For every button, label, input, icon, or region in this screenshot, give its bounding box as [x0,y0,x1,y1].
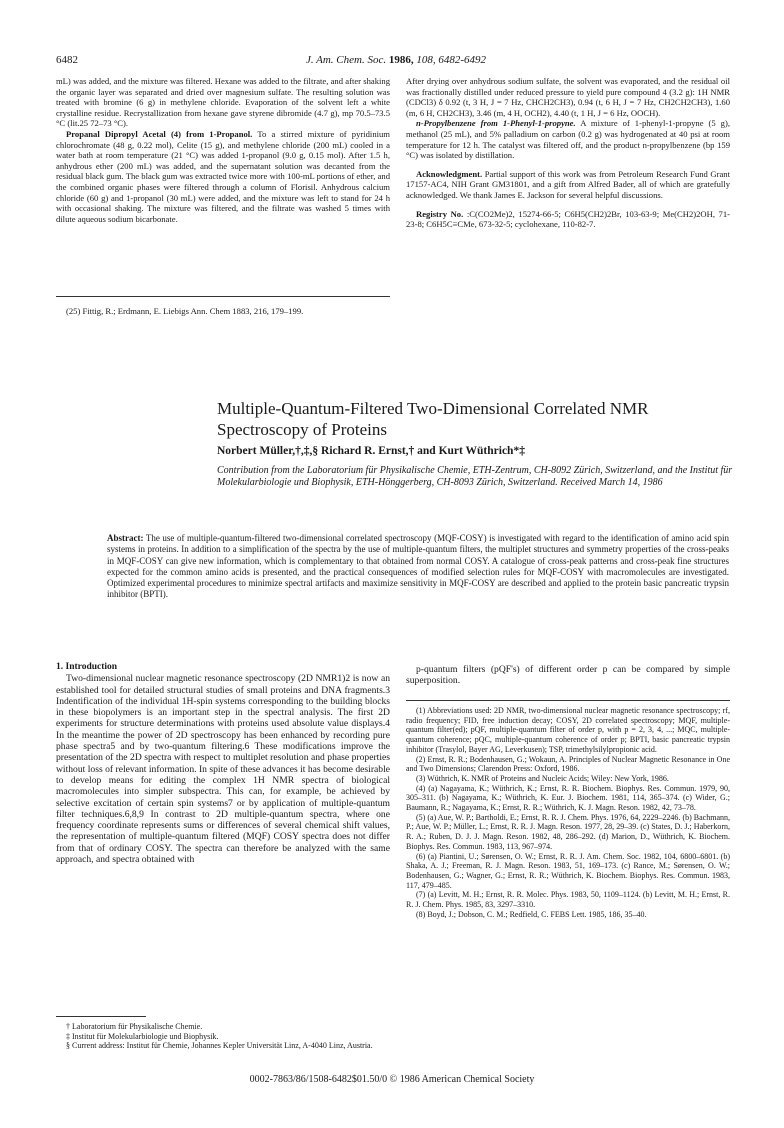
paragraph-body: To a stirred mixture of pyridinium chlorochromate (48 g, 0.22 mol), Celite (15 g), and methylene chloride (200 mL) cooled in a water bath at room temperature (21 °C) was added 1-propanol (9.0 g, 0.15 mol). After 1.5 h, anhydrous ether (200 mL) was added, and the supernatant solution was decanted from the residual black gum. The black gum was extracted twice more with 100-mL portions of ether, and the combined organic phases were filtered through a column of Florisil. Anhydrous calcium chloride (60 g) and 1-propanol (30 mL) were added, and the mixture was left to stand for 24 h with occasional shaking. The mixture was filtered, and the filtrate was washed 5 times with dilute aqueous sodium bicarbonate. [56,128,390,224]
footnote: (2) Ernst, R. R.; Bodenhausen, G.; Wokaun, A. Principles of Nuclear Magnetic Resonance in One and Two Dimensions; Clarendon Press: Oxford, 1986. [406,754,730,774]
footnote: (4) (a) Nagayama, K.; Wüthrich, K.; Ernst, R. R. Biochem. Biophys. Res. Commun. 1979, 90, 305–311. (b) Nagayama, K.; Wüthrich, K. Eur. J. Biochem. 1981, 114, 365–374. (c) Wider, G.; Baumann, R.; Nagayama, K.; Ernst, R. R.; Wüthrich, K. J. Magn. Reson. 1982, 42, 73–78. [406,783,730,813]
affil-note: ‡ Institut für Molekularbiologie und Biophysik. [66,1031,219,1041]
prev-left-paragraph-2 [56,129,390,224]
affiliation-notes-divider [56,1016,146,1017]
affil-note: † Laboratorium für Physikalische Chemie. [66,1022,203,1031]
section-heading: 1. Introduction [56,662,118,672]
registry-numbers [406,209,730,230]
footnote: (6) (a) Piantini, U.; Sørensen, O. W.; Ernst, R. R. J. Am. Chem. Soc. 1982, 104, 6800–6801. (b) Shaka, A. J.; Freeman, R. J. Magn. Reson. 1983, 51, 169–173. (c) Rance, M.; Sørensen, O. W.; Bodenhausen, G.; Wagner, G.; Ernst, R. R.; Wüthrich, K. Biochem. Biophys. Res. Commun. 1983, 117, 479–485. [406,851,730,890]
journal-volume: 108, [416,54,436,66]
ack-body: Partial support of this work was from Petroleum Research Fund Grant 17157-AC4, NIH Grant GM31801, and a gift from Alfred Bader, all of which are gratefully acknowledged. We thank James E. Jackson for several helpful discussions. [406,168,730,200]
footnote: (7) (a) Levitt, M. H.; Ernst, R. R. Molec. Phys. 1983, 50, 1109–1124. (b) Levitt, M. H.; Ernst, R. R. J. Chem. Phys. 1985, 83, 3297–3310. [406,890,730,910]
journal-year: 1986, [388,54,414,66]
running-header [56,54,736,68]
ack-heading: Acknowledgment. [416,168,483,179]
footnote: (1) Abbreviations used: 2D NMR, two-dimensional nuclear magnetic resonance spectroscopy; rf, radio frequency; FID, free induction decay; COSY, 2D correlated spectroscopy; MQF, multiple-quantum filter(ed); pQF, multiple-quantum filter of order p, with p = 2, 3, 4, ...; MQC, multiple-quantum coherence; pQC, multiple-quantum coherence of order p; BPTI, basic pancreatic trypsin inhibitor (Trasylol, Bayer AG, Leverkusen); TSP, trimethylsilylpropionic acid. [406,706,730,754]
acknowledgment [406,169,730,201]
prev-article-right-column [406,76,730,230]
page-number: 6482 [56,54,78,66]
affil-note: § Current address: Institut für Chemie, Johannes Kepler Universität Linz, A-4040 Linz, Austria. [66,1041,373,1051]
footnote: (5) (a) Aue, W. P.; Bartholdi, E.; Ernst, R. R. J. Chem. Phys. 1976, 64, 2229–2246. (b) Bachmann, P.; Aue, W. P.; Müller, L.; Ernst, R. R. J. Magn. Reson. 1977, 28, 29–39. (c) States, D. J.; Haberkorn, R. A.; Ruben, D. J. J. Magn. Reson. 1982, 48, 286–292. (d) Marion, D., Wüthrich, K. Biochem. Biophys. Res. Commun. 1983, 113, 967–974. [406,812,730,851]
footnote: (3) Wüthrich, K. NMR of Proteins and Nucleic Acids; Wiley: New York, 1986. [416,773,669,783]
intro-right-column [406,664,730,687]
article-affiliation: Contribution from the Laboratorium für Physikalische Chemie, ETH-Zentrum, CH-8092 Zürich, Switzerland, and the Institut für Molekularbiologie und Biophysik, ETH-Hönggerberg, CH-8093 Zürich, Switzerland. Received March 14, 1986 [217,465,733,489]
intro-left-column [56,662,390,865]
footnote: (8) Boyd, J.; Dobson, C. M.; Redfield, C. FEBS Lett. 1985, 186, 35–40. [416,909,647,919]
abstract-text: The use of multiple-quantum-filtered two-dimensional correlated spectroscopy (MQF-COSY) is investigated with regard to the identification of amino acid spin systems in proteins. In addition to a simplification of the spectra by the use of multiple-quantum filters, the multiplet structures and symmetry properties of the cross-peaks in MQF-COSY can give new information, which is complementary to that obtained from normal COSY. A catalogue of cross-peak patterns and cross-peak fine structures expected for the common amino acids is presented, and the practical consequences of modified selection rules for MQF-COSY with macromolecules are investigated. Optimized experimental procedures to minimize spectral artifacts and maximize sensitivity in MQF-COSY are described and applied to the protein basic pancreatic trypsin inhibitor (BPTI). [107,533,730,600]
copyright-footer: 0002-7863/86/1508-6482$01.50/0 © 1986 American Chemical Society [249,1074,535,1085]
references-footnotes [406,706,730,919]
registry-heading: Registry No. [416,208,464,219]
section-run-in-heading: n-Propylbenzene from 1-Phenyl-1-propyne. [416,118,576,129]
journal-name: J. Am. Chem. Soc. [305,54,387,66]
prev-left-footnote [56,306,390,317]
section-run-in-heading: Propanal Dipropyl Acetal (4) from 1-Propanol. [66,128,253,139]
journal-citation [56,54,736,66]
footnote-25: (25) Fittig, R.; Erdmann, E. Liebigs Ann. Chem 1883, 216, 179–199. [66,306,304,316]
article-title: Multiple-Quantum-Filtered Two-Dimensional Correlated NMR Spectroscopy of Proteins [217,399,649,439]
abstract-label: Abstract: [107,533,144,543]
intro-paragraph-right: p-quantum filters (pQF's) of different order p can be compared by simple superposition. [406,664,730,687]
footnote-divider [56,296,390,297]
affiliation-notes [56,1022,390,1051]
paragraph-body: A mixture of 1-phenyl-1-propyne (5 g), methanol (25 mL), and 5% palladium on carbon (0.2 g) was hydrogenated at 40 psi at room temperature for 12 h. The catalyst was filtered off, and the product n-propylbenzene (bp 159 °C) was isolated by distillation. [406,118,730,161]
intro-paragraph: Two-dimensional nuclear magnetic resonance spectroscopy (2D NMR1)2 is now an established tool for detailed structural studies of small proteins and DNA fragments.3 Indentification of the individual 1H-spin systems corresponding to the building blocks in these biopolymers is an important step in the spectral analysis. The first 2D experiments for structure determinations with proteins used absolute value displays.4 In the meantime the power of 2D spectroscopy has been enhanced by recording pure phase spectra5 and by two-quantum filtering.6 These modifications improve the presentation of the 2D spectra with respect to multiplet resolution and phase properties without loss of relevant information. In spite of these advances it has become desirable to develop means for editing the complex 1H NMR spectra of biological macromolecules into simpler subspectra. This can, for example, be achieved by selective excitation of certain spin systems7 or by application of multiple-quantum filter techniques.6,8,9 In contrast to 2D multiple-quantum spectra, where one frequency coordinate represents sums or differences of several chemical shift values, the representation of multiple-quantum filtered (MQF) COSY spectra does not differ from that of ordinary COSY. The spectra can therefore be analyzed with the same approach, and spectra obtained with [56,673,390,866]
footnote-divider [406,700,730,701]
prev-left-paragraph-1: mL) was added, and the mixture was filtered. Hexane was added to the filtrate, and after shaking the organic layer was separated and dried over magnesium sulfate. The resulting solution was treated with bromine (6 g) in methylene chloride. Evaporation of the solvent left a white crystalline residue. Recrystallization from hexane gave styrene dibromide (4.7 g), mp 70.5–73.5 °C (lit.25 72–73 °C). [56,76,390,129]
registry-body: :C(CO2Me)2, 15274-66-5; C6H5(CH2)2Br, 103-63-9; Me(CH2)2OH, 71-23-8; C6H5C≡CMe, 673-32-5; cyclohexane, 110-82-7. [406,208,730,230]
prev-article-left-column [56,76,390,224]
prev-right-paragraph-2 [406,118,730,160]
prev-right-paragraph-1: After drying over anhydrous sodium sulfate, the solvent was evaporated, and the residual oil was fractionally distilled under reduced pressure to yield pure compound 4 (3.2 g): 1H NMR (CDCl3) δ 0.92 (t, 3 H, J = 7 Hz, CHCH2CH3), 0.94 (t, 6 H, J = 7 Hz, CH2CH2CH3), 1.60 (m, 6 H, CH2CH3), 3.46 (m, 4 H, OCH2), 4.40 (t, 1 H, J = 6 Hz, OOCH). [406,76,730,118]
journal-pages: 6482-6492 [438,54,487,66]
article-authors: Norbert Müller,†,‡,§ Richard R. Ernst,† and Kurt Wüthrich*‡ [217,445,525,457]
abstract [107,533,729,601]
